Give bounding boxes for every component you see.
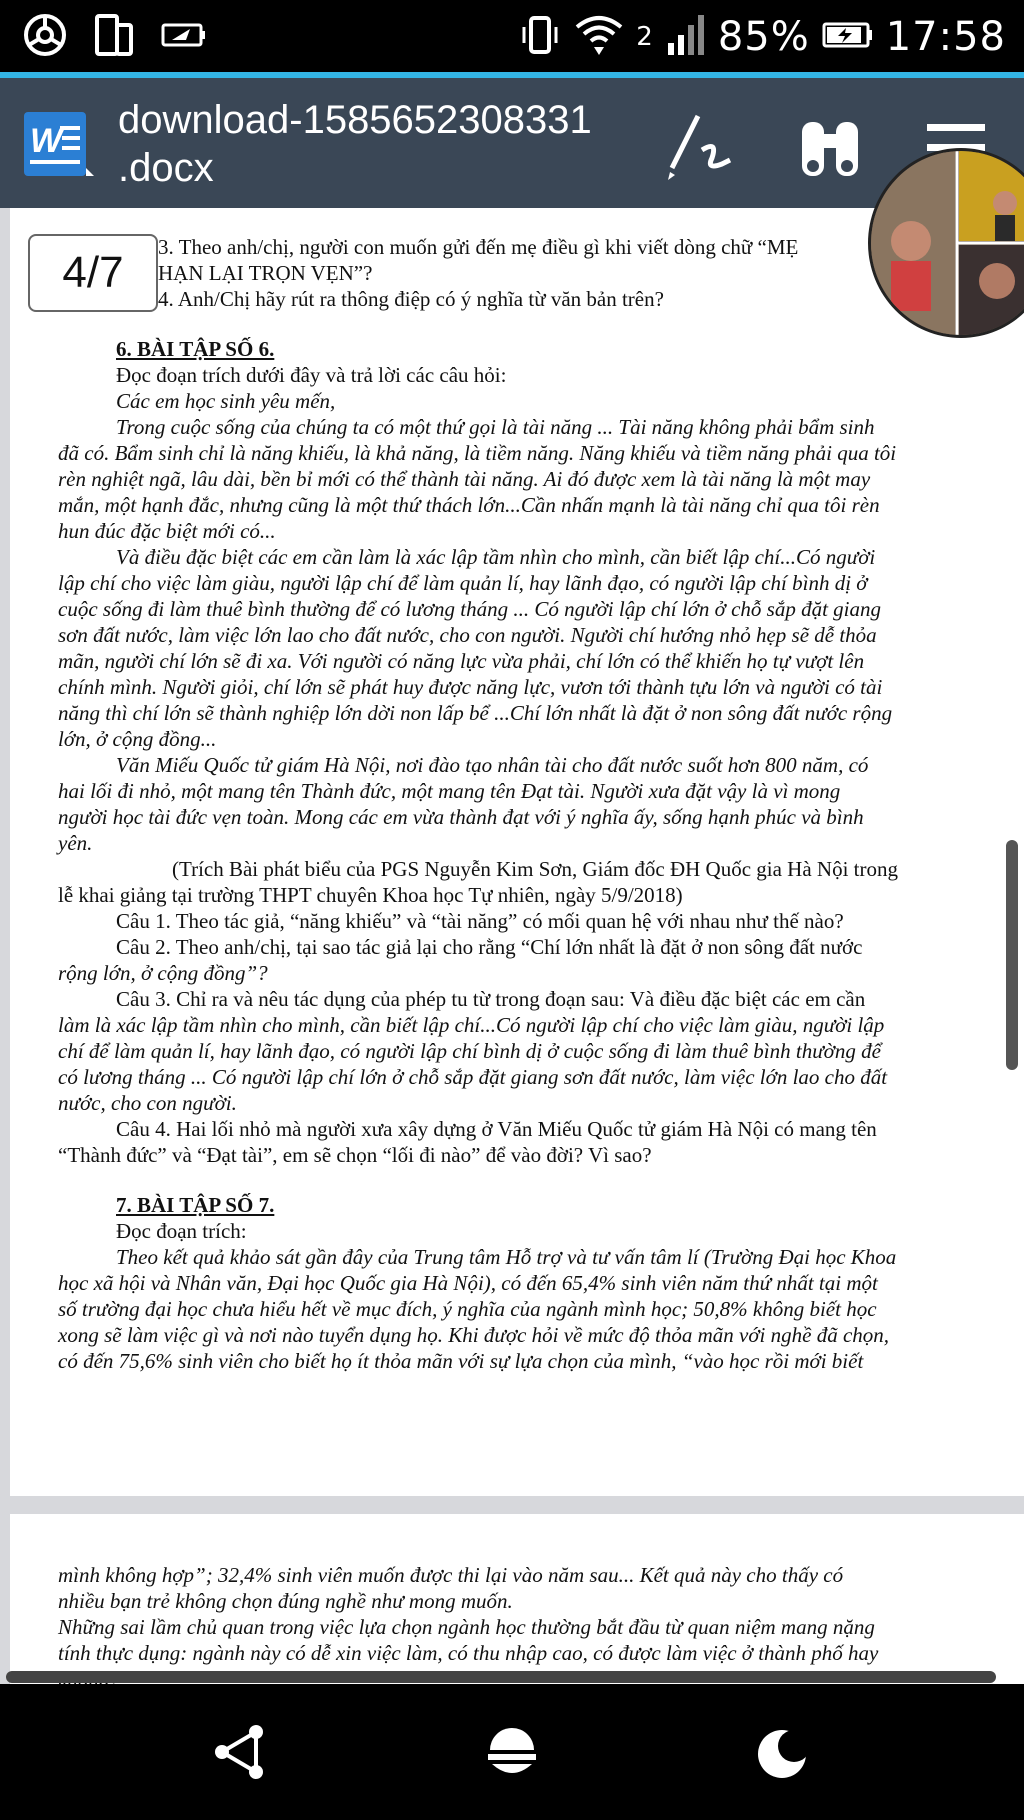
- document-line: Câu 4. Hai lối nhỏ mà người xưa xây dựng ở Văn Miếu Quốc tử giám Hà Nội có mang tên: [116, 1117, 877, 1141]
- signal-icon: [666, 13, 706, 61]
- wifi-icon: [574, 13, 624, 61]
- document-line: lễ khai giảng tại trường THPT chuyên Khoa học Tự nhiên, ngày 5/9/2018): [58, 883, 683, 907]
- document-line: người học tài đức vẹn toàn. Mong các em vừa thành đạt với ý nghĩa ấy, sống hạnh phúc và bình: [58, 805, 864, 829]
- document-line: nước, cho con người.: [58, 1091, 237, 1115]
- document-line: Câu 3. Chỉ ra và nêu tác dụng của phép tu từ trong đoạn sau: Và điều đặc biệt các em cần: [116, 987, 866, 1011]
- document-line: có đến 75,6% sinh viên cho biết họ ít thỏa mãn với sự lựa chọn của mình, “vào học rồi mới biết: [58, 1349, 864, 1373]
- view-mode-button[interactable]: [472, 1712, 552, 1792]
- page-indicator[interactable]: 4/7: [28, 234, 158, 312]
- document-line: đã có. Bẩm sinh chỉ là năng khiếu, là khả năng, là tiềm năng. Năng khiếu và tiềm năng phải qua tôi: [58, 441, 897, 465]
- find-button[interactable]: [790, 108, 870, 188]
- document-line: Trong cuộc sống của chúng ta có một thứ gọi là tài năng ... Tài năng không phải bẩm sinh: [116, 415, 875, 439]
- document-line: HẠN LẠI TRỌN VẸN”?: [158, 261, 373, 285]
- document-line: Các em học sinh yêu mến,: [116, 389, 336, 413]
- battery-saver-icon: [160, 20, 208, 54]
- document-line: tính thực dụng: ngành này có dễ xin việc làm, có thu nhập cao, có được làm việc ở thành phố hay: [58, 1641, 879, 1665]
- document-line: nhiều bạn trẻ không chọn đúng nghề như mong muốn.: [58, 1589, 513, 1613]
- document-line: Những sai lầm chủ quan trong việc lựa chọn ngành học thường bắt đầu từ quan niệm mang nặng: [58, 1615, 875, 1639]
- word-icon-letter: W: [30, 122, 63, 160]
- vibrate-icon: [518, 13, 562, 61]
- network-type-label: 2: [636, 22, 654, 52]
- document-title: [118, 96, 592, 192]
- share-icon: [210, 1722, 270, 1782]
- document-line: số trường đại học chưa hiểu hết về mục đích, ý nghĩa của ngành mình học; 50,8% không biết học: [58, 1297, 877, 1321]
- document-line: rộng lớn, ở cộng đồng”?: [58, 961, 268, 985]
- document-page-next: [10, 1514, 1024, 1684]
- binoculars-icon: [796, 114, 864, 182]
- horizontal-scrollbar[interactable]: [6, 1671, 996, 1683]
- document-line: rèn nghiệt ngã, lâu dài, bền bỉ mới có thể thành tài năng. Ai đó được xem là tài năng là một may: [58, 467, 871, 491]
- section-heading: 6. BÀI TẬP SỐ 6.: [116, 337, 275, 361]
- document-line: yên.: [58, 831, 93, 855]
- document-title-line1: download-1585652308331: [118, 98, 592, 142]
- document-line: học xã hội và Nhân văn, Đại học Quốc gia Hà Nội), có đến 65,4% sinh viên năm thứ nhất tại một: [58, 1271, 878, 1295]
- moon-icon: [754, 1722, 814, 1782]
- document-line: Đọc đoạn trích:: [116, 1219, 247, 1243]
- document-line: năng thì chí lớn sẽ thành nghiệp lớn dời non lấp bể ...Chí lớn nhất là đặt ở non sông đất nước rộng: [58, 701, 893, 725]
- vertical-scrollbar[interactable]: [1006, 840, 1018, 1070]
- section-heading: 7. BÀI TẬP SỐ 7.: [116, 1193, 275, 1217]
- word-document-icon[interactable]: [22, 110, 88, 178]
- document-line: hun đúc đặc biệt mới có...: [58, 519, 276, 543]
- chrome-icon: [22, 12, 68, 62]
- document-line: Câu 1. Theo tác giả, “năng khiếu” và “tài năng” có mối quan hệ với nhau như thế nào?: [116, 909, 844, 933]
- status-bar: [0, 0, 1024, 72]
- document-viewer[interactable]: [0, 208, 1024, 1684]
- document-line: xong sẽ làm việc gì và nơi nào tuyển dụng họ. Khi được hỏi về mức độ thỏa mãn với nghề đã chọn,: [58, 1323, 890, 1347]
- document-line: mình không hợp”; 32,4% sinh viên muốn được thi lại vào năm sau... Kết quả này cho thấy có: [58, 1563, 844, 1587]
- document-line: 3. Theo anh/chị, người con muốn gửi đến mẹ điều gì khi viết dòng chữ “MẸ: [158, 235, 799, 259]
- document-line: mãn, người chí lớn sẽ đi xa. Với người có năng lực vừa phải, chí lớn có thể khiến họ tự vượt lên: [58, 649, 865, 673]
- annotate-button[interactable]: [656, 108, 736, 188]
- battery-charging-icon: [822, 20, 874, 54]
- reader-view-icon: [482, 1722, 542, 1782]
- document-line: lớn, ở cộng đồng...: [58, 727, 217, 751]
- document-page: [10, 208, 1024, 1496]
- document-line: 4. Anh/Chị hãy rút ra thông điệp có ý nghĩa từ văn bản trên?: [158, 287, 664, 311]
- document-line: (Trích Bài phát biểu của PGS Nguyễn Kim Sơn, Giám đốc ĐH Quốc gia Hà Nội trong: [172, 857, 898, 881]
- document-line: hai lối đi nhỏ, một mang tên Thành đức, một mang tên Đạt tài. Người xưa đặt vậy là vì mong: [58, 779, 841, 803]
- document-line: lập chí cho việc làm giàu, người lập chí để làm quản lí, hay lãnh đạo, có người lập chí bình dị ở: [58, 571, 868, 595]
- document-line: làm là xác lập tầm nhìn cho mình, cần biết lập chí...Có người lập chí cho việc làm giàu, người lập: [58, 1013, 885, 1037]
- document-line: chính mình. Người giỏi, chí lớn sẽ phát huy được năng lực, vươn tới thành tựu lớn và người có tài: [58, 675, 883, 699]
- document-line: Văn Miếu Quốc tử giám Hà Nội, nơi đào tạo nhân tài cho đất nước suốt hơn 800 năm, có: [116, 753, 869, 777]
- battery-percent: 85%: [717, 14, 810, 60]
- phone-tablet-icon: [94, 13, 134, 61]
- document-title-line2: .docx: [118, 146, 214, 190]
- document-line: cuộc sống đi làm thuê bình thường để có lương tháng ... Có người lập chí lớn ở chỗ sắp đặt giang: [58, 597, 882, 621]
- document-line: Theo kết quả khảo sát gần đây của Trung tâm Hỗ trợ và tư vấn tâm lí (Trường Đại học Khoa: [116, 1245, 897, 1269]
- document-line: mắn, một hạnh đắc, nhưng cũng là một thứ thách lớn...Cần nhấn mạnh là tài năng chỉ qua tôi rèn: [58, 493, 880, 517]
- document-line: Câu 2. Theo anh/chị, tại sao tác giả lại cho rằng “Chí lớn nhất là đặt ở non sông đất nước: [116, 935, 863, 959]
- document-line: Đọc đoạn trích dưới đây và trả lời các câu hỏi:: [116, 363, 507, 387]
- pen-signature-icon: [658, 110, 734, 186]
- share-button[interactable]: [200, 1712, 280, 1792]
- document-line: Và điều đặc biệt các em cần làm là xác lập tầm nhìn cho mình, cần biết lập chí...Có người: [116, 545, 876, 569]
- document-line: “Thành đức” và “Đạt tài”, em sẽ chọn “lối đi nào” để vào đời? Vì sao?: [58, 1143, 652, 1167]
- navigation-bar: [0, 1684, 1024, 1820]
- document-line: chí để làm quản lí, hay lãnh đạo, có người lập chí bình dị ở cuộc sống đi làm thuê bình thường để: [58, 1039, 881, 1063]
- night-mode-button[interactable]: [744, 1712, 824, 1792]
- document-line: sơn đất nước, làm việc lớn lao cho đất nước, cho con người. Người chí hướng nhỏ hẹp sẽ dễ thỏa: [58, 623, 877, 647]
- document-line: có lương tháng ... Có người lập chí lớn ở chỗ sắp đặt giang sơn đất nước, làm việc lớn lao cho đất: [58, 1065, 888, 1089]
- clock: 17:58: [885, 14, 1006, 60]
- app-toolbar: [0, 78, 1024, 208]
